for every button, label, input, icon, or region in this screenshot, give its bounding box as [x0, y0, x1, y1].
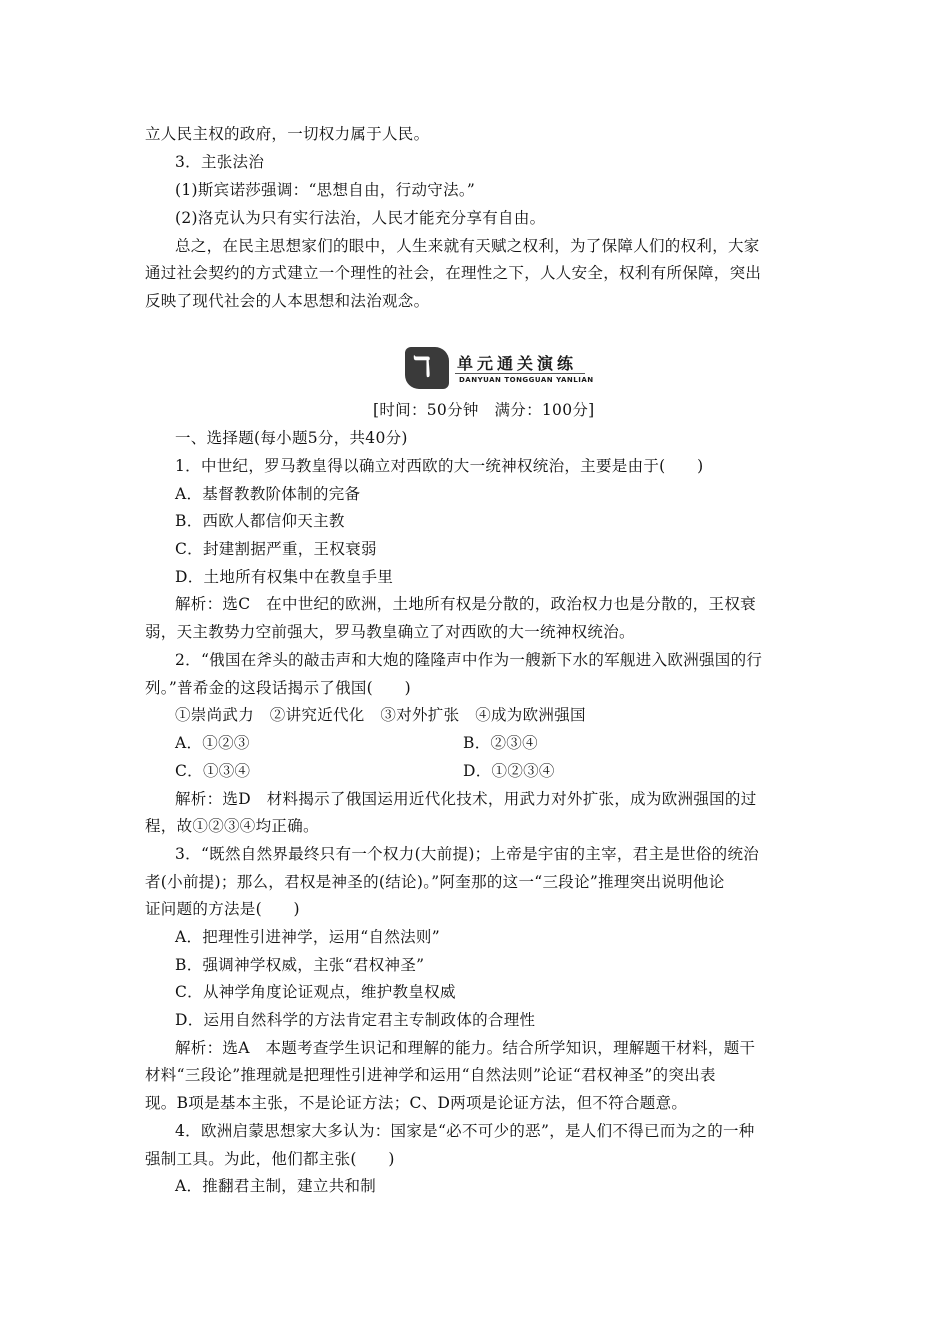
- question-2-options-row: [175, 761, 840, 781]
- question-1-explanation: 解析：选C 在中世纪的欧洲，土地所有权是分散的，政治权力也是分散的，王权衰: [175, 595, 756, 613]
- question-1-option-b: B．西欧人都信仰天主教: [175, 512, 345, 530]
- question-3-stem: 证问题的方法是( ): [145, 900, 300, 918]
- question-1-option-a: A．基督教教阶体制的完备: [175, 485, 361, 503]
- banner-pinyin: DANYUAN TONGGUAN YANLIAN: [459, 376, 594, 384]
- question-2-items: ①崇尚武力 ②讲究近代化 ③对外扩张 ④成为欧洲强国: [175, 706, 586, 724]
- question-3-stem: 3．“既然自然界最终只有一个权力(大前提)；上帝是宇宙的主宰，君主是世俗的统治: [175, 845, 760, 863]
- question-2-stem: 列。”普希金的这段话揭示了俄国( ): [145, 679, 411, 697]
- question-4-option-a: A．推翻君主制，建立共和制: [175, 1177, 377, 1195]
- question-1-option-d: D．土地所有权集中在教皇手里: [175, 568, 394, 586]
- question-2-option-d: D．①②③④: [463, 762, 555, 780]
- question-3-option-a: A．把理性引进神学，运用“自然法则”: [175, 928, 440, 946]
- question-3-option-d: D．运用自然科学的方法肯定君主专制政体的合理性: [175, 1011, 536, 1029]
- unit-practice-banner: [405, 347, 595, 393]
- summary-line: 反映了现代社会的人本思想和法治观念。: [145, 292, 430, 310]
- question-1-explanation: 弱，天主教势力空前强大，罗马教皇确立了对西欧的大一统神权统治。: [145, 623, 635, 641]
- point3-title: 3．主张法治: [175, 153, 265, 171]
- question-3-explanation: 解析：选A 本题考查学生识记和理解的能力。结合所学知识，理解题干材料，题干: [175, 1039, 756, 1057]
- question-4-stem: 强制工具。为此，他们都主张( ): [145, 1150, 395, 1168]
- point3-item-1: (1)斯宾诺莎强调：“思想自由，行动守法。”: [175, 181, 476, 199]
- question-3-explanation: 现。B项是基本主张，不是论证方法；C、D两项是论证方法，但不符合题意。: [145, 1094, 688, 1112]
- question-4-stem: 4．欧洲启蒙思想家大多认为：国家是“必不可少的恶”，是人们不得已而为之的一种: [175, 1122, 755, 1140]
- question-2-explanation: 程，故①②③④均正确。: [145, 817, 319, 835]
- question-3-explanation: 材料“三段论”推理就是把理性引进神学和运用“自然法则”论证“君权神圣”的突出表: [145, 1066, 716, 1084]
- question-2-stem: 2．“俄国在斧头的敲击声和大炮的隆隆声中作为一艘新下水的军舰进入欧洲强国的行: [175, 651, 763, 669]
- question-3-stem: 者(小前提)；那么，君权是神圣的(结论)。”阿奎那的这一“三段论”推理突出说明他论: [145, 873, 725, 891]
- banner-title: 单元通关演练: [457, 354, 578, 373]
- question-2-option-a: A．①②③: [175, 734, 250, 752]
- section-heading: 一、选择题(每小题5分，共40分): [175, 429, 408, 447]
- exam-time-info: [时间：50分钟 满分：100分]: [373, 401, 595, 419]
- intro-line: 立人民主权的政府，一切权力属于人民。: [145, 125, 430, 143]
- summary-line: 通过社会契约的方式建立一个理性的社会，在理性之下，人人安全，权利有所保障，突出: [145, 264, 762, 282]
- question-2-explanation: 解析：选D 材料揭示了俄国运用近代化技术，用武力对外扩张，成为欧洲强国的过: [175, 790, 757, 808]
- unit-logo-icon: ℸ: [405, 347, 449, 389]
- question-2-option-b: B．②③④: [463, 734, 538, 752]
- banner-divider: [455, 373, 585, 374]
- question-1-stem: 1．中世纪，罗马教皇得以确立对西欧的大一统神权统治，主要是由于( ): [175, 457, 704, 475]
- question-3-option-c: C．从神学角度论证观点，维护教皇权威: [175, 983, 456, 1001]
- question-2-option-c: C．①③④: [175, 762, 251, 780]
- summary-line: 总之，在民主思想家们的眼中，人生来就有天赋之权利，为了保障人们的权利，大家: [175, 237, 760, 255]
- point3-item-2: (2)洛克认为只有实行法治，人民才能充分享有自由。: [175, 209, 546, 227]
- question-2-options-row: [175, 733, 840, 753]
- question-1-option-c: C．封建割据严重，王权衰弱: [175, 540, 377, 558]
- question-3-option-b: B．强调神学权威，主张“君权神圣”: [175, 956, 425, 974]
